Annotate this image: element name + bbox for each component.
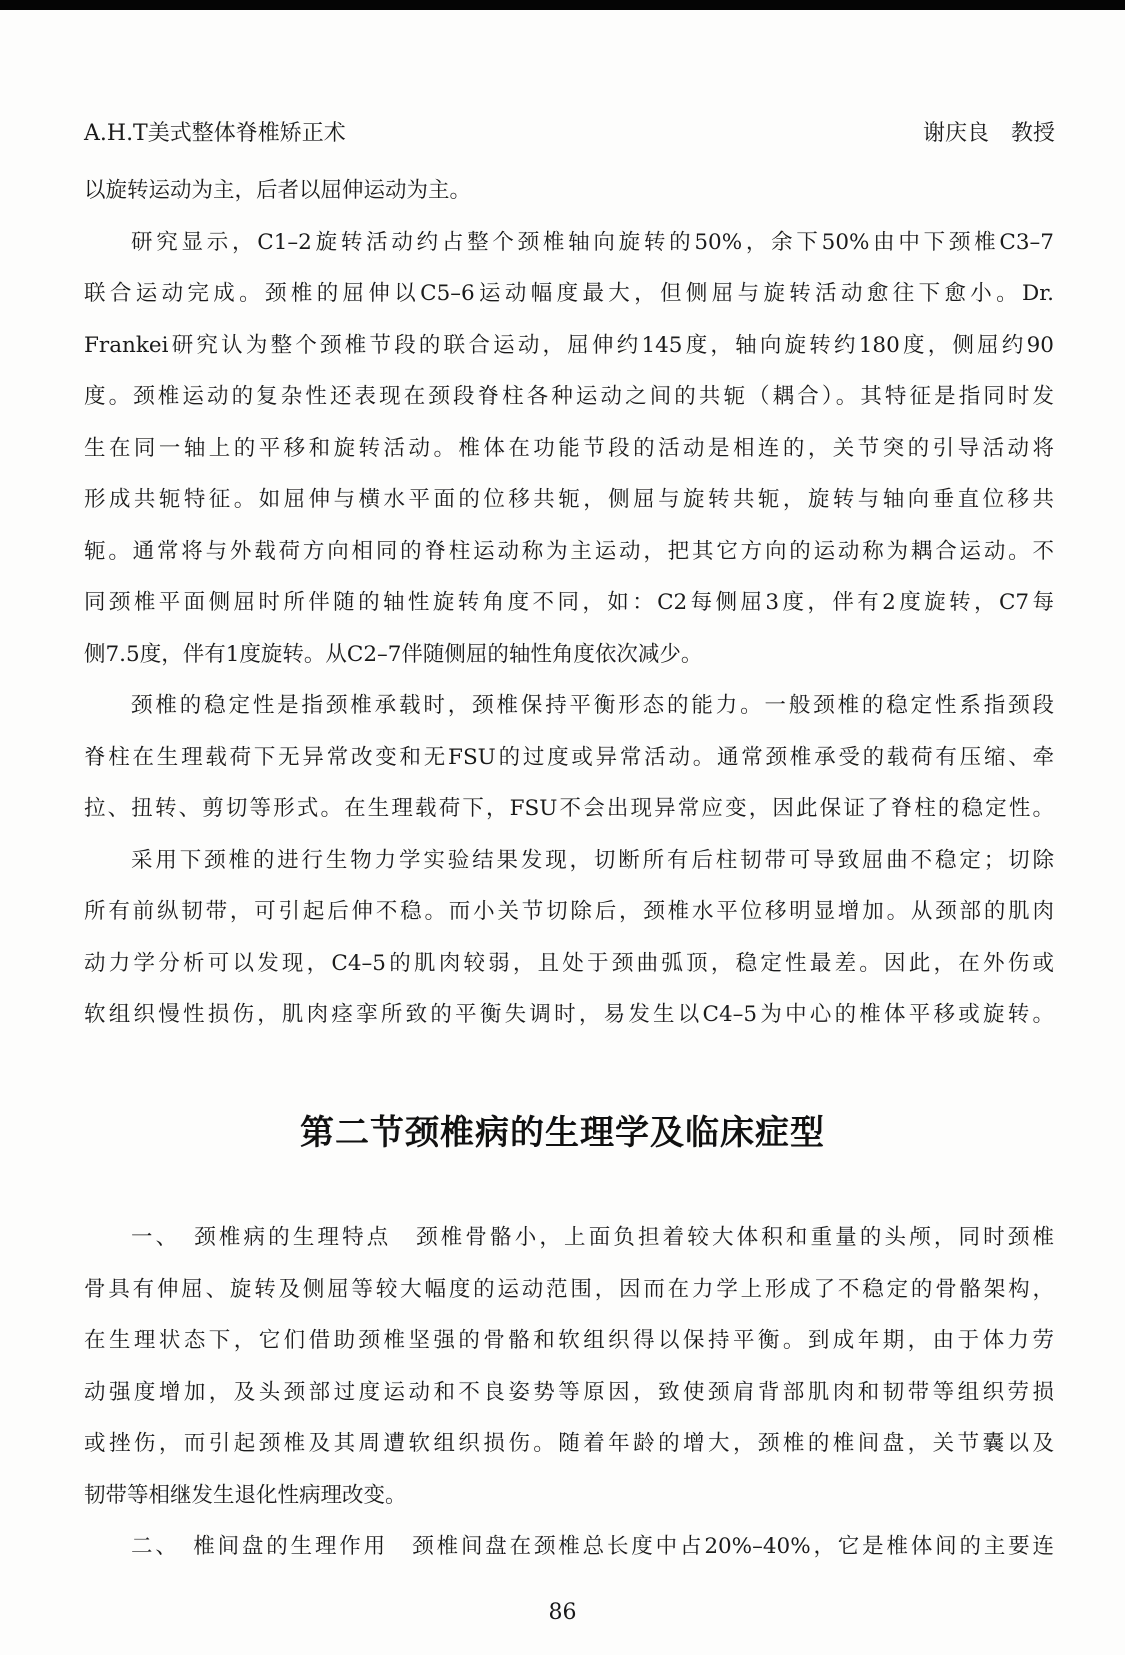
paragraph-line: 拉、扭转、剪切等形式。在生理载荷下，FSU不会出现异常应变，因此保证了脊柱的稳定性。 [84, 796, 1054, 821]
paragraph-line: 采用下颈椎的进行生物力学实验结果发现，切断所有后柱韧带可导致屈曲不稳定；切除 [131, 847, 1054, 873]
paragraph-line: 以旋转运动为主，后者以屈伸运动为主。 [84, 178, 472, 203]
running-header-author: 谢庆良 教授 [922, 121, 1055, 146]
paragraph-line: 研究显示，C1–2旋转活动约占整个颈椎轴向旋转的50%，余下50%由中下颈椎C3–7 [131, 229, 1054, 255]
paragraph-line: 韧带等相继发生退化性病理改变。 [84, 1482, 407, 1508]
section-heading: 第二节颈椎病的生理学及临床症型 [300, 1113, 825, 1153]
paragraph-line: 生在同一轴上的平移和旋转活动。椎体在功能节段的活动是相连的，关节突的引导活动将 [84, 435, 1054, 461]
paragraph-line: 所有前纵韧带，可引起后伸不稳。而小关节切除后，颈椎水平位移明显增加。从颈部的肌肉 [84, 899, 1054, 924]
paragraph-line: 软组织慢性损伤，肌肉痉挛所致的平衡失调时，易发生以C4–5为中心的椎体平移或旋转。 [84, 1002, 1054, 1027]
paragraph-line: 一、 颈椎病的生理特点 颈椎骨骼小，上面负担着较大体积和重量的头颅，同时颈椎 [131, 1225, 1054, 1250]
scan-top-border [0, 0, 1125, 10]
paragraph-line: 动力学分析可以发现，C4–5的肌肉较弱，且处于颈曲弧顶，稳定性最差。因此，在外伤或 [84, 950, 1054, 976]
paragraph-line: 同颈椎平面侧屈时所伴随的轴性旋转角度不同，如：C2每侧屈3度，伴有2度旋转，C7每 [84, 590, 1054, 615]
paragraph-line: 颈椎的稳定性是指颈椎承载时，颈椎保持平衡形态的能力。一般颈椎的稳定性系指颈段 [131, 693, 1054, 718]
body-text-top [84, 165, 1054, 1041]
paragraph-line: Frankei研究认为整个颈椎节段的联合运动，屈伸约145度，轴向旋转约180度，侧屈约90 [84, 332, 1054, 358]
paragraph-line: 或挫伤，而引起颈椎及其周遭软组织损伤。随着年龄的增大，颈椎的椎间盘，关节囊以及 [84, 1431, 1054, 1456]
paragraph-line: 脊柱在生理载荷下无异常改变和无FSU的过度或异常活动。通常颈椎承受的载荷有压缩、牵 [84, 744, 1054, 770]
paragraph-line: 在生理状态下，它们借助颈椎坚强的骨骼和软组织得以保持平衡。到成年期，由于体力劳 [84, 1328, 1054, 1353]
paragraph-line: 轭。通常将与外载荷方向相同的脊柱运动称为主运动，把其它方向的运动称为耦合运动。不 [84, 538, 1054, 564]
paragraph-line: 动强度增加，及头颈部过度运动和不良姿势等原因，致使颈肩背部肌肉和韧带等组织劳损 [84, 1379, 1054, 1405]
page-number: 86 [548, 1600, 577, 1625]
body-text-bottom [84, 1212, 1054, 1573]
paragraph-line: 侧7.5度，伴有1度旋转。从C2–7伴随侧屈的轴性角度依次减少。 [84, 641, 703, 667]
paragraph-line: 形成共轭特征。如屈伸与横水平面的位移共轭，侧屈与旋转共轭，旋转与轴向垂直位移共 [84, 487, 1054, 512]
paragraph-line: 骨具有伸屈、旋转及侧屈等较大幅度的运动范围，因而在力学上形成了不稳定的骨骼架构， [84, 1276, 1054, 1302]
paragraph-line: 联合运动完成。颈椎的屈伸以C5–6运动幅度最大，但侧屈与旋转活动愈往下愈小。Dr. [84, 281, 1054, 306]
paragraph-line: 度。颈椎运动的复杂性还表现在颈段脊柱各种运动之间的共轭（耦合）。其特征是指同时发 [84, 384, 1054, 409]
running-header-book-title: A.H.T美式整体脊椎矫正术 [84, 121, 346, 146]
paragraph-line: 二、 椎间盘的生理作用 颈椎间盘在颈椎总长度中占20%–40%，它是椎体间的主要连 [131, 1534, 1054, 1559]
